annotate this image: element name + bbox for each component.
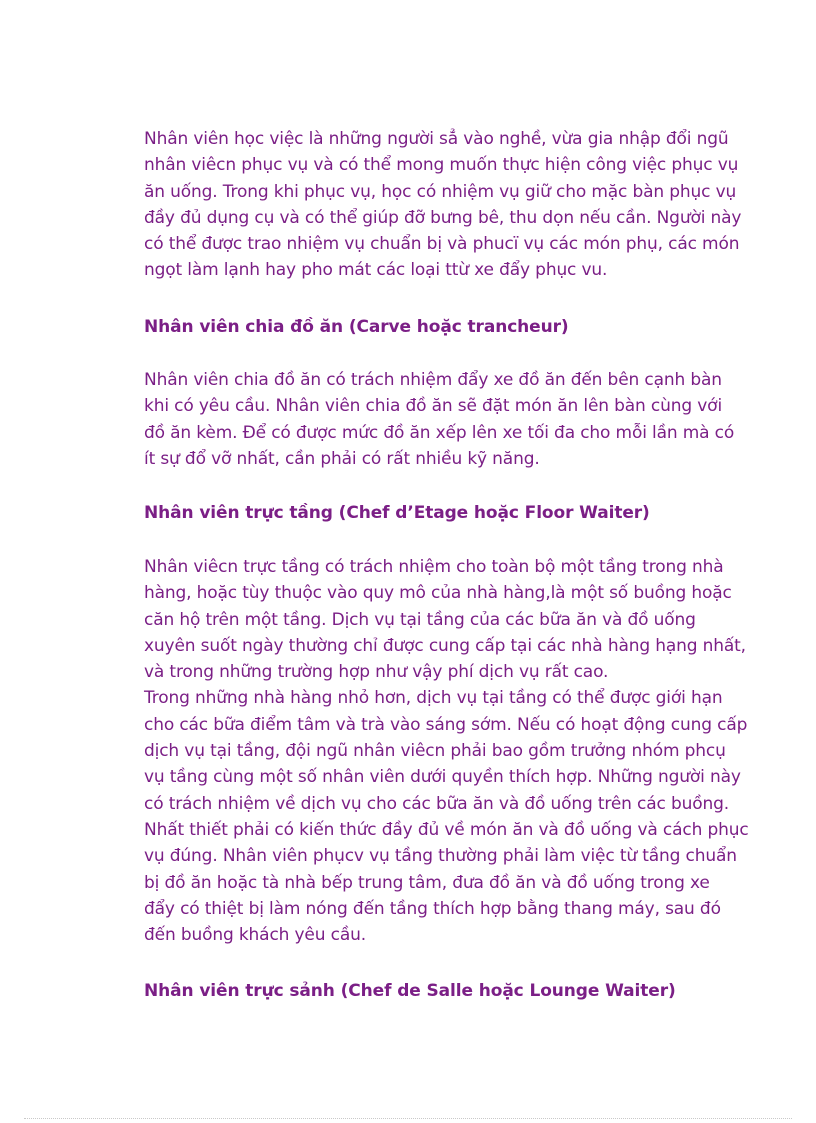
heading-carver: Nhân viên chia đồ ăn (Carve hoặc trancheur): [144, 317, 569, 337]
text-line: Nhân viên chia đồ ăn có trách nhiệm đẩy xe đồ ăn đến bên cạnh bàn: [144, 370, 722, 390]
text-line: có trách nhiệm về dịch vụ cho các bữa ăn và đồ uống trên các buồng.: [144, 793, 730, 814]
text-line: căn hộ trên một tầng. Dịch vụ tại tầng của các bữa ăn và đồ uống: [144, 609, 696, 630]
text-line: đồ ăn kèm. Để có được mức đồ ăn xếp lên xe tối đa cho mỗi lần mà có: [144, 422, 735, 443]
text-line: đẩy có thiệt bị làm nóng đến tầng thích hợp bằng thang máy, sau đó: [144, 898, 721, 919]
text-line: ít sự đổ vỡ nhất, cần phải có rất nhiều kỹ năng.: [144, 448, 540, 469]
text-line: hàng, hoặc tùy thuộc vào quy mô của nhà hàng,là một số buồng hoặc: [144, 583, 732, 604]
text-line: Nhân viên học việc là những người sẳ vào nghề, vừa gia nhập đổi ngũ: [144, 129, 729, 149]
heading-floor-waiter: Nhân viên trực tầng (Chef d’Etage hoặc Floor Waiter): [144, 503, 650, 523]
text-line: cho các bữa điểm tâm và trà vào sáng sớm. Nếu có hoạt động cung cấp: [144, 714, 748, 735]
text-line: đầy đủ dụng cụ và có thể giúp đỡ bưng bê, thu dọn nếu cần. Người này: [144, 207, 742, 228]
text-line: khi có yêu cầu. Nhân viên chia đồ ăn sẽ đặt món ăn lên bàn cùng với: [144, 396, 723, 417]
text-line: xuyên suốt ngày thường chỉ được cung cấp tại các nhà hàng hạng nhất,: [144, 635, 746, 656]
text-line: Trong những nhà hàng nhỏ hơn, dịch vụ tại tầng có thể được giới hạn: [144, 688, 723, 709]
text-line: và trong những trường hợp như vậy phí dịch vụ rất cao.: [144, 662, 609, 683]
heading-lounge-waiter: Nhân viên trực sảnh (Chef de Salle hoặc Lounge Waiter): [144, 981, 676, 1001]
text-line: vụ đúng. Nhân viên phụcv vụ tầng thường phải làm việc từ tầng chuẩn: [144, 846, 737, 867]
text-line: vụ tầng cùng một số nhân viên dưới quyền thích hợp. Những người này: [144, 767, 741, 788]
text-line: ngọt làm lạnh hay pho mát các loại ttừ xe đẩy phục vu.: [144, 260, 608, 281]
paragraph-trainee-waiter: [144, 126, 744, 284]
page-bottom-rule: [24, 1118, 792, 1119]
text-line: có thể được trao nhiệm vụ chuẩn bị và phucï vụ các món phụ, các món: [144, 234, 740, 255]
text-line: bị đồ ăn hoặc tà nhà bếp trung tâm, đưa đồ ăn và đồ uống trong xe: [144, 872, 710, 893]
text-line: Nhất thiết phải có kiến thức đầy đủ về món ăn và đồ uống và cách phục: [144, 819, 749, 840]
text-line: Nhân viêcn trực tầng có trách nhiệm cho toàn bộ một tầng trong nhà: [144, 557, 724, 577]
text-line: ăn uống. Trong khi phục vụ, học có nhiệm vụ giữ cho mặc bàn phục vụ: [144, 181, 737, 202]
paragraph-carver: [144, 367, 744, 472]
text-line: nhân viêcn phục vụ và có thể mong muốn thực hiện công việc phục vụ: [144, 155, 739, 176]
paragraph-floor-waiter: [144, 554, 749, 948]
text-line: đến buồng khách yêu cầu.: [144, 925, 366, 946]
text-line: dịch vụ tại tầng, đội ngũ nhân viêcn phải bao gồm trưởng nhóm phcụ: [144, 741, 726, 762]
